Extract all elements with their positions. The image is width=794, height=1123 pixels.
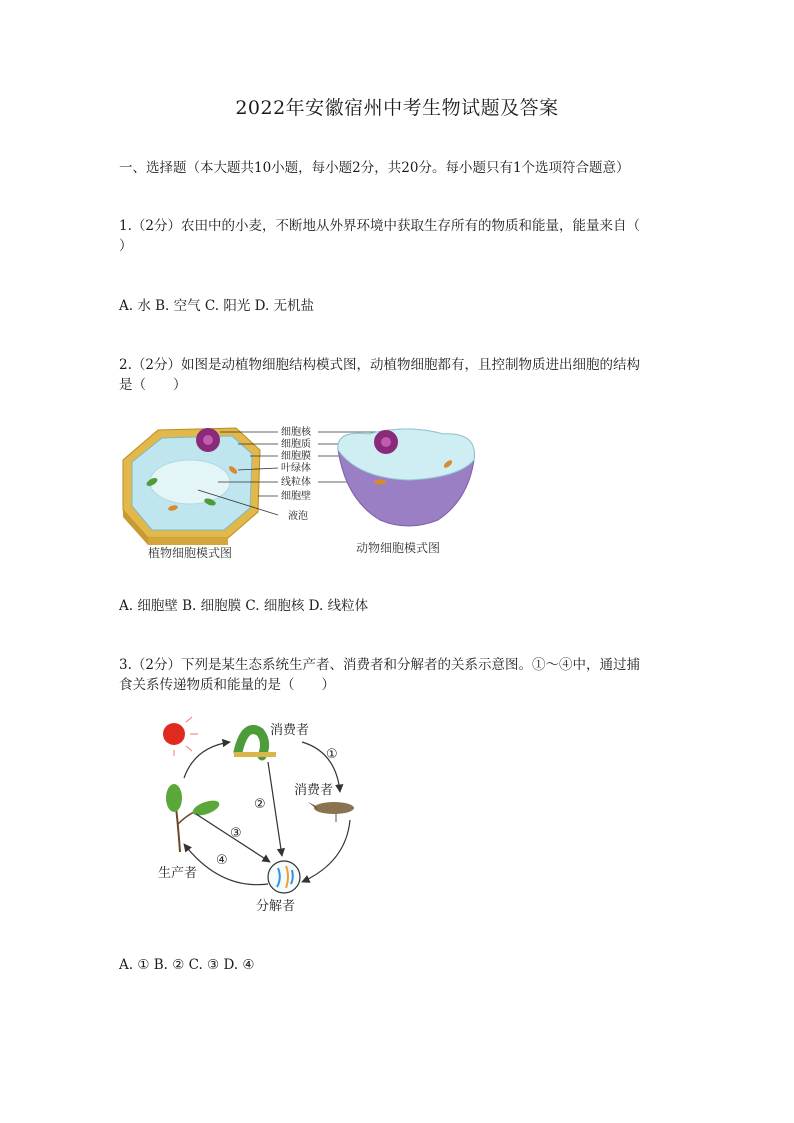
question-2-options: A. 细胞壁 B. 细胞膜 C. 细胞核 D. 线粒体 xyxy=(119,598,369,614)
arrow-mark-4: ④ xyxy=(216,853,228,868)
animal-cell-illustration xyxy=(338,429,475,526)
decomposer-icon xyxy=(268,861,300,893)
page-title: 2022年安徽宿州中考生物试题及答案 xyxy=(235,97,559,119)
consumer-2-label: 消费者 xyxy=(294,783,334,798)
label-nucleus: 细胞核 xyxy=(281,427,311,438)
plant-cell-illustration xyxy=(123,428,260,545)
arrow-mark-3: ③ xyxy=(230,826,242,841)
plant-icon xyxy=(166,784,221,852)
question-2-text: 2.（2分）如图是动植物细胞结构模式图，动植物细胞都有，且控制物质进出细胞的结构 xyxy=(119,357,640,373)
label-mitochondria: 线粒体 xyxy=(281,477,311,488)
question-3-options: A. ① B. ② C. ③ D. ④ xyxy=(119,957,255,973)
bird-icon xyxy=(308,802,354,822)
label-cell-wall: 细胞壁 xyxy=(281,491,311,502)
ecosystem-figure xyxy=(150,712,370,917)
arrow-mark-1: ① xyxy=(326,747,338,762)
cell-structure-figure xyxy=(118,420,488,565)
animal-cell-caption: 动物细胞模式图 xyxy=(356,541,441,555)
label-vacuole: 液泡 xyxy=(288,511,308,522)
section-heading: 一、选择题（本大题共10小题，每小题2分，共20分。每小题只有1个选项符合题意） xyxy=(119,160,630,176)
decomposer-label: 分解者 xyxy=(256,899,296,914)
sun-icon xyxy=(163,717,198,756)
question-1-text: 1.（2分）农田中的小麦，不断地从外界环境中获取生存所有的物质和能量，能量来自（ xyxy=(119,218,640,234)
plant-cell-caption: 植物细胞模式图 xyxy=(148,546,233,560)
label-cell-membrane: 细胞膜 xyxy=(281,451,311,462)
label-cytoplasm: 细胞质 xyxy=(281,439,311,450)
producer-label: 生产者 xyxy=(158,866,198,881)
question-2-text-cont: 是（ ） xyxy=(119,377,187,393)
question-1-options: A. 水 B. 空气 C. 阳光 D. 无机盐 xyxy=(119,298,315,314)
question-3-text-cont: 食关系传递物质和能量的是（ ） xyxy=(119,677,335,693)
consumer-1-label: 消费者 xyxy=(270,723,310,738)
arrow-mark-2: ② xyxy=(254,797,266,812)
label-chloroplast: 叶绿体 xyxy=(281,463,311,474)
question-1-text-cont: ） xyxy=(119,238,133,254)
question-3-text: 3.（2分）下列是某生态系统生产者、消费者和分解者的关系示意图。①～④中，通过捕 xyxy=(119,657,640,673)
